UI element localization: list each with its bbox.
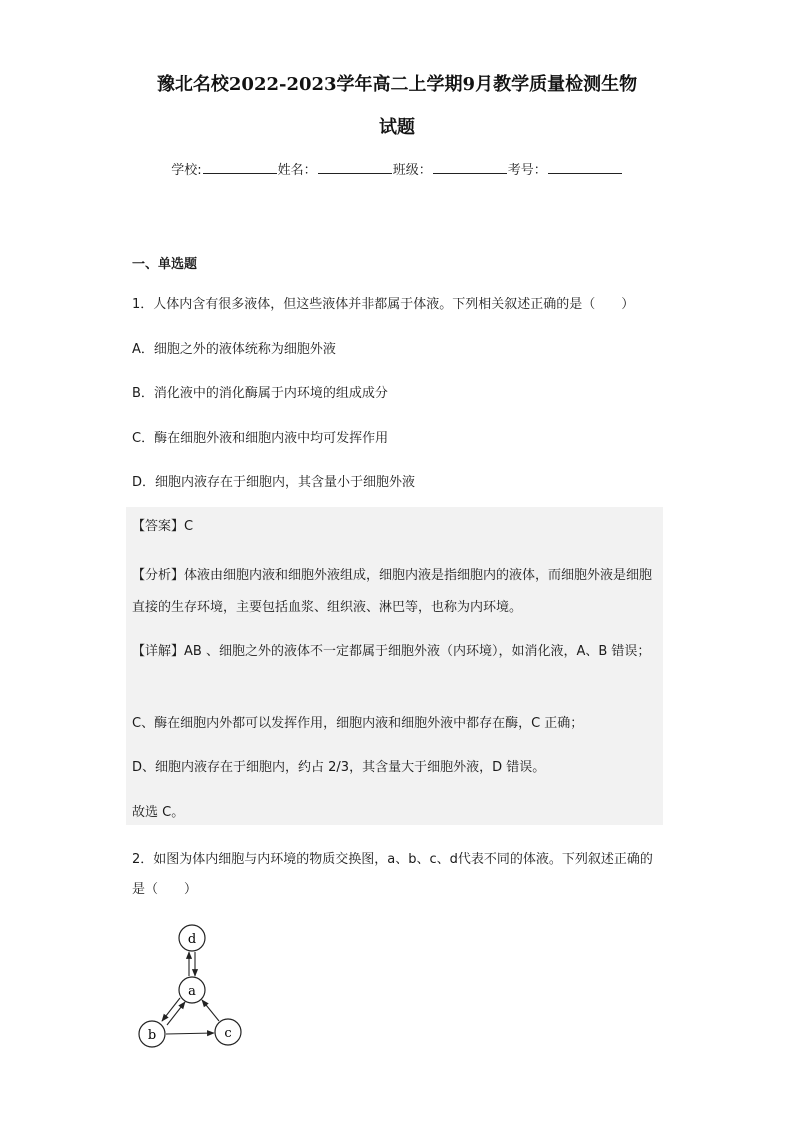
school-label: 学校: [171, 163, 202, 178]
arrow-b-to-c [166, 1033, 214, 1034]
detail-paragraph-3: D、细胞内液存在于细胞内，约占 2/3，其含量大于细胞外液，D 错误。 [132, 760, 546, 775]
question-1-option-a: A．细胞之外的液体统称为细胞外液 [132, 342, 336, 357]
arrow-c-to-a [202, 1000, 219, 1021]
question-1-option-d: D．细胞内液存在于细胞内，其含量小于细胞外液 [132, 475, 416, 490]
node-b-label: b [147, 1028, 157, 1043]
school-blank[interactable] [203, 161, 277, 174]
question-1-option-c: C．酶在细胞外液和细胞内液中均可发挥作用 [132, 431, 389, 446]
answer-line: 【答案】C [132, 519, 194, 534]
student-info-row [0, 159, 794, 178]
detail-paragraph-1: 【详解】AB 、细胞之外的液体不一定都属于细胞外液（内环境），如消化液，A、B 错误； [132, 644, 651, 659]
question-2-stem: 2．如图为体内细胞与内环境的物质交换图，a、b、c、d代表不同的体液。下列叙述正确的是（ ） [132, 852, 653, 897]
question-1-option-b: B．消化液中的消化酶属于内环境的组成成分 [132, 386, 388, 401]
body-fluid-exchange-diagram [130, 922, 250, 1052]
class-label: 班级： [392, 163, 432, 178]
class-blank[interactable] [433, 161, 507, 174]
arrow-b-to-a [167, 1002, 185, 1025]
question-1-stem: 1．人体内含有很多液体，但这些液体并非都属于体液。下列相关叙述正确的是（ ） [132, 297, 635, 312]
arrow-a-to-b [162, 998, 180, 1021]
name-label: 姓名： [277, 163, 317, 178]
node-c-label: c [224, 1026, 232, 1041]
node-d-label: d [187, 932, 197, 947]
exam-no-label: 考号： [507, 163, 547, 178]
conclusion-line: 故选 C。 [132, 805, 185, 820]
analysis-paragraph: 【分析】体液由细胞内液和细胞外液组成，细胞内液是指细胞内的液体，而细胞外液是细胞直接的生存环境，主要包括血浆、组织液、淋巴等，也称为内环境。 [132, 568, 653, 615]
name-blank[interactable] [318, 161, 392, 174]
detail-paragraph-2: C、酶在细胞内外都可以发挥作用，细胞内液和细胞外液中都存在酶，C 正确； [132, 716, 584, 731]
section-title: 一、单选题 [132, 257, 198, 272]
document-title-line2: 试题 [379, 117, 415, 138]
exam-no-blank[interactable] [548, 161, 622, 174]
document-title-line1: 豫北名校2022-2023学年高二上学期9月教学质量检测生物 [156, 74, 638, 95]
node-a-label: a [188, 984, 196, 999]
